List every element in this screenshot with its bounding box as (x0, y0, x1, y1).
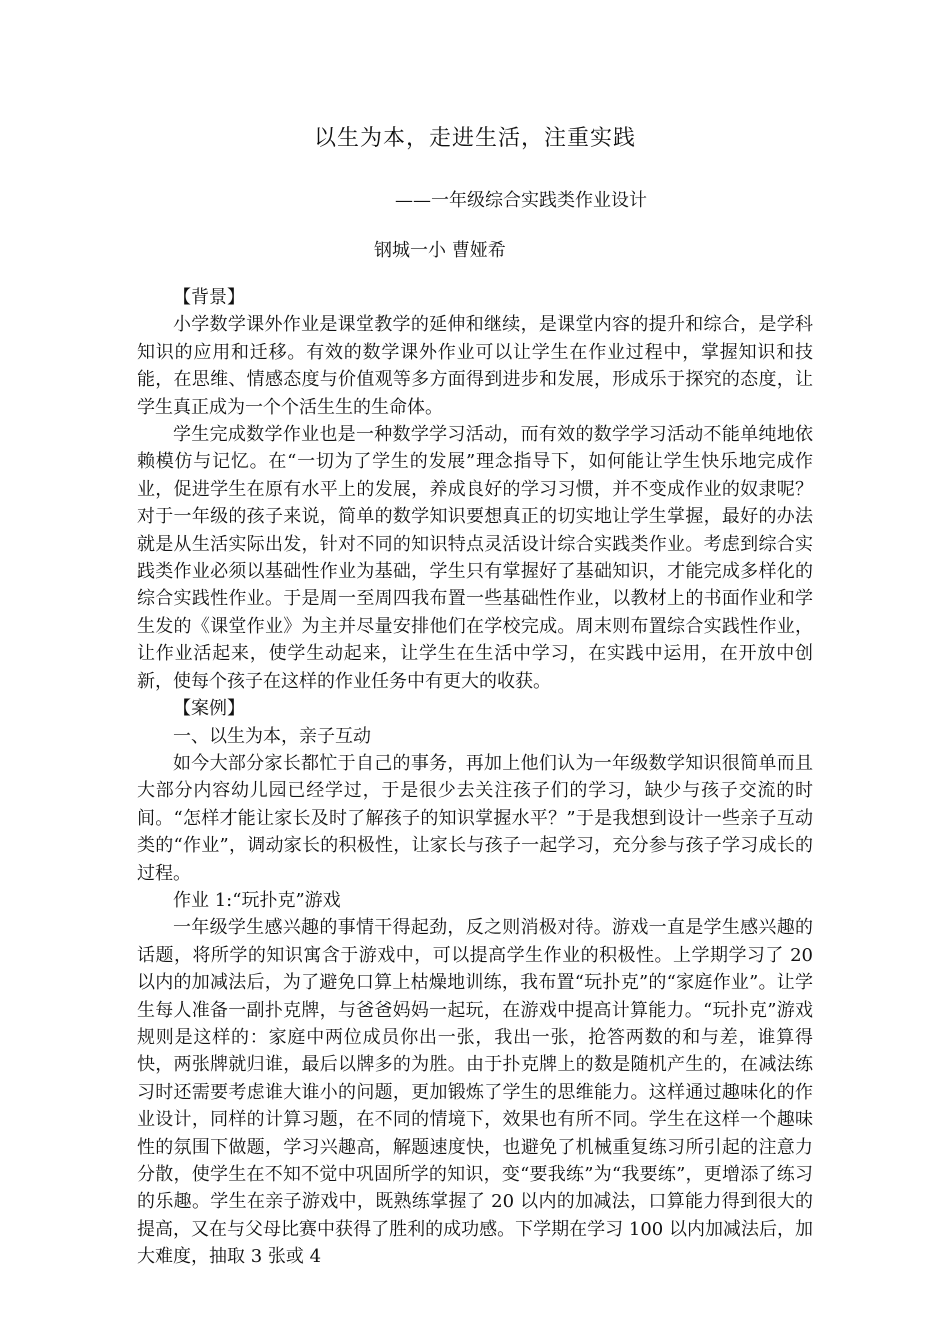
background-heading: 【背景】 (173, 287, 245, 308)
document-author: 钢城一小 曹娅希 (374, 240, 506, 261)
document-body (137, 284, 813, 1271)
case-paragraph-1: 如今大部分家长都忙于自己的事务，再加上他们认为一年级数学知识很简单而且大部分内容幼儿园已经学过，于是很少去关注孩子们的学习，缺少与孩子交流的时间。“怎样才能让家长及时了解孩子的知识掌握水平？”于是我想到设计一些亲子互动类的“作业”，调动家长的积极性，让家长与孩子一起学习，充分参与孩子学习成长的过程。 (137, 752, 813, 884)
case-subheading-1: 一、以生为本，亲子互动 (173, 725, 371, 747)
background-paragraph-1: 小学数学课外作业是课堂教学的延伸和继续，是课堂内容的提升和综合，是学科知识的应用和迁移。有效的数学课外作业可以让学生在作业过程中，掌握知识和技能，在思维、情感态度与价值观等多方面得到进步和发展，形成乐于探究的态度，让学生真正成为一个个活生生的生命体。 (137, 314, 813, 418)
document-title: 以生为本，走进生活，注重实践 (313, 126, 636, 151)
background-paragraph-2: 学生完成数学作业也是一种数学学习活动，而有效的数学学习活动不能单纯地依赖模仿与记忆。在“一切为了学生的发展”理念指导下，如何能让学生快乐地完成作业，促进学生在原有水平上的发展，养成良好的学习习惯，并不变成作业的奴隶呢？对于一年级的孩子来说，简单的数学知识要想真正的切实地让学生掌握，最好的办法就是从生活实际出发，针对不同的知识特点灵活设计综合实践类作业。考虑到综合实践类作业必须以基础性作业为基础，学生只有掌握好了基础知识，才能完成多样化的综合实践性作业。于是周一至周四我布置一些基础性作业，以教材上的书面作业和学生发的《课堂作业》为主并尽量安排他们在学校完成。周末则布置综合实践性作业，让作业活起来，使学生动起来，让学生在生活中学习，在实践中运用，在开放中创新，使每个孩子在这样的作业任务中有更大的收获。 (137, 424, 813, 692)
homework-1-heading: 作业 1:“玩扑克”游戏 (173, 889, 341, 911)
case-heading: 【案例】 (173, 698, 245, 720)
homework-1-paragraph: 一年级学生感兴趣的事情干得起劲，反之则消极对待。游戏一直是学生感兴趣的话题，将所学的知识寓含于游戏中，可以提高学生作业的积极性。上学期学习了 20 以内的加减法后，为了避免口算上枯燥地训练，我布置“玩扑克”的“家庭作业”。让学生每人准备一副扑克牌，与爸爸妈妈一起玩，在游戏中提高计算能力。“玩扑克”游戏规则是这样的：家庭中两位成员你出一张，我出一张，抢答两数的和与差，谁算得快，两张牌就归谁，最后以牌多的为胜。由于扑克牌上的数是随机产生的，在减法练习时还需要考虑谁大谁小的问题，更加锻炼了学生的思维能力。这样通过趣味化的作业设计，同样的计算习题，在不同的情境下，效果也有所不同。学生在这样一个趣味性的氛围下做题，学习兴趣高，解题速度快，也避免了机械重复练习所引起的注意力分散，使学生在不知不觉中巩固所学的知识，变“要我练”为“我要练”，更增添了练习的乐趣。学生在亲子游戏中，既熟练掌握了 20 以内的加减法，口算能力得到很大的提高，又在与父母比赛中获得了胜利的成功感。下学期在学习 100 以内加减法后，加大难度，抽取 3 张或 4 (137, 917, 813, 1268)
document-subtitle: ——一年级综合实践类作业设计 (395, 190, 647, 211)
